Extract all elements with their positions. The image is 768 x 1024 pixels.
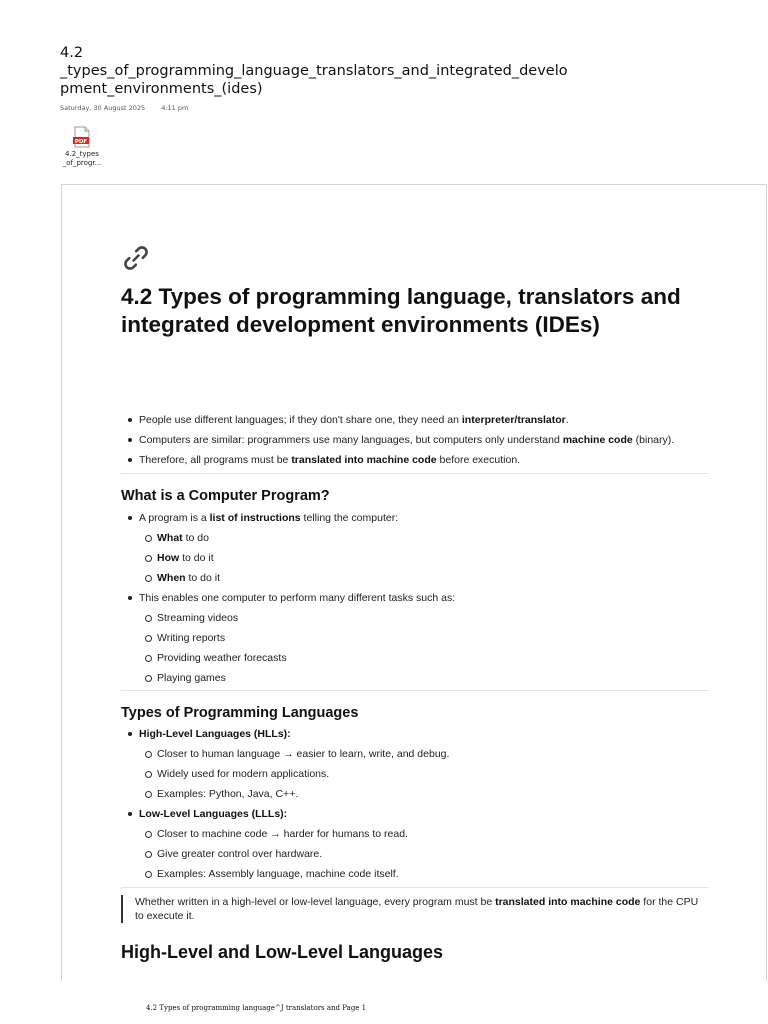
sub-list-item: What to do (139, 531, 709, 545)
list-item: People use different languages; if they don't share one, they need an interpreter/translator. (121, 413, 709, 427)
link-icon (121, 243, 151, 273)
sub-list-item: Examples: Python, Java, C++. (139, 787, 709, 801)
attachment-name-line: 4.2_types (65, 150, 99, 158)
sub-list-item: Examples: Assembly language, machine code itself. (139, 867, 709, 881)
attachment-name-line: _of_progr... (62, 159, 102, 167)
note-title-line: pment_environments_(ides) (60, 81, 263, 97)
section-heading: What is a Computer Program? (121, 488, 330, 504)
section-heading: Types of Programming Languages (121, 705, 359, 721)
pdf-page-preview (61, 184, 767, 981)
sub-list-item: Writing reports (139, 631, 709, 645)
sub-list-item: Playing games (139, 671, 709, 685)
list-item: A program is a list of instructions telling the computer: What to do How to do it When to do it (121, 511, 709, 585)
section-divider (121, 473, 709, 474)
blockquote: Whether written in a high-level or low-level language, every program must be translated into machine code for the CPU to execute it. (121, 895, 709, 923)
sub-list-item: Closer to machine code → harder for humans to read. (139, 827, 709, 841)
program-definition-list (121, 511, 709, 691)
pdf-file-icon (72, 126, 92, 148)
list-item: High-Level Languages (HLLs): Closer to human language → easier to learn, write, and debug. Widely used for modern applications. Examples: Python, Java, C++. (121, 727, 709, 801)
section-divider (121, 690, 709, 691)
note-title-line: 4.2 (60, 45, 84, 61)
sub-list-item: Widely used for modern applications. (139, 767, 709, 781)
page-footer: 4.2 Types of programming language^J translators and Page 1 (146, 1004, 367, 1012)
list-item: Low-Level Languages (LLLs): Closer to machine code → harder for humans to read. Give greater control over hardware. Examples: Assembly language, machine code itself. (121, 807, 709, 881)
sub-list-item: Providing weather forecasts (139, 651, 709, 665)
list-item: Computers are similar: programmers use many languages, but computers only understand machine code (binary). (121, 433, 709, 447)
intro-list (121, 413, 709, 473)
list-item: This enables one computer to perform many different tasks such as: Streaming videos Writing reports Providing weather forecasts Playing games (121, 591, 709, 685)
note-time: 4:11 pm (161, 104, 189, 112)
list-item: Therefore, all programs must be translated into machine code before execution. (121, 453, 709, 467)
attachment-name (56, 150, 108, 168)
note-date: Saturday, 30 August 2025 (60, 104, 146, 112)
pdf-attachment[interactable] (56, 126, 108, 168)
section-heading: High-Level and Low-Level Languages (121, 942, 444, 962)
note-title (60, 44, 568, 98)
note-title-line: _types_of_programming_language_translators_and_integrated_develo (60, 63, 568, 79)
sub-list-item: When to do it (139, 571, 709, 585)
sub-list-item: How to do it (139, 551, 709, 565)
pdf-icon-label: PDF (74, 139, 88, 145)
section-divider (121, 887, 709, 888)
language-types-list (121, 727, 709, 887)
sub-list-item: Closer to human language → easier to learn, write, and debug. (139, 747, 709, 761)
note-timestamp (60, 104, 188, 112)
sub-list-item: Streaming videos (139, 611, 709, 625)
sub-list-item: Give greater control over hardware. (139, 847, 709, 861)
page-title: 4.2 Types of programming language, translators and integrated development environments (IDEs) (121, 284, 681, 337)
